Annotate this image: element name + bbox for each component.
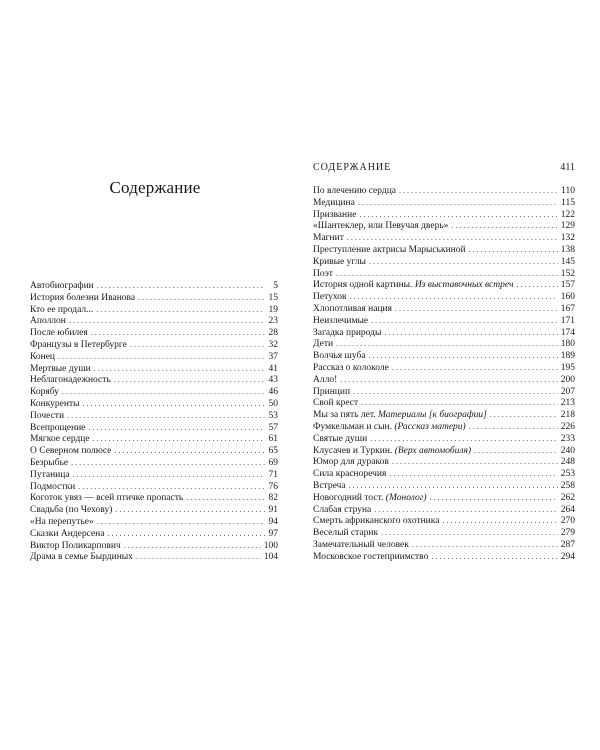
dot-leader [71, 457, 265, 469]
toc-entry-title [313, 410, 487, 422]
toc-entry-title-text: Юмор для дураков [313, 457, 389, 468]
toc-entry [30, 398, 278, 410]
toc-entry-title-text: Слабая струна [313, 504, 372, 515]
toc-entry-page: 174 [560, 327, 575, 338]
dot-leader [97, 280, 265, 292]
dot-leader [474, 445, 558, 457]
toc-entry-page: 65 [268, 446, 278, 457]
running-head [313, 162, 575, 173]
toc-entry-title-text: Свадьба (по Чехову) [30, 505, 113, 516]
toc-entry-subtitle: (Монолог) [385, 492, 427, 503]
dot-leader [88, 422, 265, 434]
dot-leader [349, 480, 558, 492]
toc-entry-title [313, 375, 337, 387]
toc-entry-title-text: Клусачев и Туркин. [313, 445, 395, 456]
toc-entry-page: 226 [560, 421, 575, 432]
toc-entry [30, 504, 278, 516]
toc-entry [313, 279, 575, 291]
toc-entry [313, 468, 575, 480]
toc-entry-title-text: Сказки Андерсена [30, 528, 105, 539]
toc-entry [313, 232, 575, 244]
dot-leader [369, 256, 558, 268]
toc-entry-title-text: После юбилея [30, 328, 88, 339]
toc-entry-title-text: Поэт [313, 268, 333, 279]
dot-leader [359, 209, 557, 221]
toc-entry-title-text: История болезни Иванова [30, 292, 136, 303]
toc-entry-title-text: Драма в семье Бырдиных [30, 552, 133, 563]
toc-entry-page: 287 [560, 539, 575, 550]
toc-entry-title-text: Веселый старик [313, 528, 379, 539]
toc-entry-title-text: «Шантеклер, или Певучая дверь» [313, 221, 449, 232]
dot-leader [370, 433, 558, 445]
toc-entry-title-text: Автобиографии [30, 281, 94, 291]
toc-entry-title-text: Сила красноречия [313, 469, 387, 480]
toc-entry-page: 50 [268, 398, 278, 409]
toc-entry-title-text: Алло! [313, 374, 338, 385]
toc-entry-page: 167 [560, 303, 575, 314]
toc-entry-title [313, 505, 371, 517]
toc-entry-title-text: Дети [313, 339, 334, 350]
dot-leader [114, 374, 265, 386]
toc-entry-subtitle: Из выставочных встреч [414, 280, 514, 291]
toc-entry [313, 350, 575, 362]
toc-entry-page: 19 [268, 304, 278, 315]
dot-leader [353, 386, 558, 398]
toc-entry-title [313, 552, 428, 564]
toc-entry [313, 421, 575, 433]
toc-entry-page: 218 [560, 410, 575, 421]
toc-entry [30, 410, 278, 422]
toc-entry-title [30, 328, 88, 340]
toc-entry-title [313, 210, 356, 222]
dot-leader [336, 268, 558, 280]
toc-entry-page: 160 [560, 292, 575, 303]
dot-leader [78, 481, 265, 493]
dot-leader [94, 363, 265, 375]
toc-entry-page: 294 [560, 551, 575, 562]
toc-entry [30, 363, 278, 375]
toc-entry-page: 258 [560, 480, 575, 491]
toc-entry-title [313, 339, 333, 351]
right-page [313, 0, 575, 750]
dot-leader [412, 539, 558, 551]
toc-entry [313, 197, 575, 209]
page-number: 411 [560, 162, 575, 173]
dot-leader [58, 351, 265, 363]
toc-entry-title [30, 316, 66, 328]
toc-entry-page: 157 [560, 280, 575, 291]
dot-leader [451, 220, 557, 232]
dot-leader [97, 516, 265, 528]
toc-entry-page: 233 [560, 433, 575, 444]
toc-entry-page: 248 [560, 457, 575, 468]
toc-entry-page: 264 [560, 504, 575, 515]
toc-entry-title-text: Подмостки [30, 481, 76, 492]
toc-entry-title-text: Замечательный человек [313, 539, 409, 550]
dot-leader [107, 528, 265, 540]
toc-entry-title [30, 411, 64, 423]
dot-leader [392, 456, 558, 468]
toc-entry [30, 339, 278, 351]
toc-entry [313, 433, 575, 445]
dot-leader [490, 409, 558, 421]
toc-entry [30, 481, 278, 493]
toc-entry-page: 41 [268, 363, 278, 374]
dot-leader [399, 185, 558, 197]
dot-leader [124, 540, 261, 552]
toc-entry-page: 171 [560, 315, 575, 326]
toc-entry [30, 492, 278, 504]
toc-entry [313, 445, 575, 457]
toc-entry-page: 104 [263, 552, 278, 563]
toc-entry [30, 304, 278, 316]
toc-entry-page: 15 [268, 292, 278, 303]
toc-entry [30, 351, 278, 363]
toc-entry [313, 397, 575, 409]
toc-entry-page: 262 [560, 492, 575, 503]
dot-leader [469, 421, 558, 433]
toc-entry-title-text: Корябу [30, 387, 59, 398]
toc-entry [30, 433, 278, 445]
toc-entry-title-text: Почести [30, 410, 65, 421]
toc-entry-page: 23 [268, 316, 278, 327]
toc-entry-page: 61 [268, 434, 278, 445]
toc-entry-title [30, 364, 91, 376]
dot-leader [138, 292, 265, 304]
toc-entry [313, 480, 575, 492]
toc-entry [30, 551, 278, 563]
left-page [30, 0, 280, 750]
dot-leader [369, 350, 558, 362]
toc-entry-page: 110 [561, 186, 575, 196]
toc-entry-title-text: О Северном полюсе [30, 446, 112, 457]
toc-entry-page: 28 [268, 328, 278, 339]
toc-entry-page: 97 [268, 528, 278, 539]
toc-entry-title [313, 269, 333, 281]
toc-entry [30, 280, 278, 292]
toc-entry-page: 37 [268, 351, 278, 362]
toc-entry-title-text: Загадка природы [313, 327, 382, 338]
dot-leader [395, 303, 558, 315]
dot-leader [389, 468, 557, 480]
toc-entry-page: 200 [560, 374, 575, 385]
toc-entry-title-text: История одной картины. [313, 280, 415, 291]
toc-entry-title-text: Кривые углы [313, 256, 366, 267]
toc-entry-page: 132 [560, 233, 575, 244]
dot-leader [73, 469, 265, 481]
toc-entry-page: 207 [560, 386, 575, 397]
toc-entry-title [313, 387, 350, 399]
toc-entry-title-text: Мы за пять лет. [313, 410, 379, 421]
toc-entry-title [313, 481, 346, 493]
toc-entry-title [30, 423, 85, 435]
toc-entry-title-text: Конкуренты [30, 398, 80, 409]
running-head-title: СОДЕРЖАНИЕ [313, 162, 392, 173]
toc-entry-title [313, 198, 355, 210]
toc-entry-page: 253 [560, 469, 575, 480]
toc-entry-title [30, 541, 121, 553]
toc-entry [30, 528, 278, 540]
toc-entry [30, 374, 278, 386]
toc-entry-title-text: Кто ее продал... [30, 304, 94, 315]
dot-leader [371, 315, 558, 327]
toc-entry-title-text: Безрыбье [30, 457, 69, 468]
toc-entry-title [313, 398, 358, 410]
toc-entry-page: 145 [560, 256, 575, 267]
toc-entry-page: 82 [268, 493, 278, 504]
dot-leader [374, 504, 558, 516]
toc-entry [313, 209, 575, 221]
toc-entry [313, 291, 575, 303]
toc-entry-page: 46 [268, 387, 278, 398]
toc-entry-title-text: Коготок увяз — всей птичке пропасть [30, 493, 184, 504]
toc-entry [313, 527, 575, 539]
toc-entry-title-text: Принцип [313, 386, 351, 397]
toc-entry-page: 189 [560, 351, 575, 362]
dot-leader [136, 551, 261, 563]
toc-entry [313, 374, 575, 386]
toc-list-right [313, 185, 575, 563]
toc-entry-title [30, 517, 94, 529]
toc-entry-title-text: Всепрощение [30, 422, 86, 433]
toc-entry [313, 515, 575, 527]
dot-leader [469, 244, 558, 256]
toc-entry [313, 244, 575, 256]
toc-entry [313, 362, 575, 374]
dot-leader [340, 374, 557, 386]
toc-entry-title [313, 434, 367, 446]
toc-entry-title [30, 470, 70, 482]
toc-entry-page: 69 [268, 457, 278, 468]
toc-entry-page: 43 [268, 375, 278, 386]
toc-entry [30, 540, 278, 552]
toc-entry-subtitle: Материалы [к биографии] [378, 410, 487, 421]
dot-leader [516, 279, 557, 291]
toc-entry-page: 240 [560, 445, 575, 456]
toc-entry-page: 195 [560, 362, 575, 373]
toc-entry-title-text: Рассказ о колоколе [313, 362, 389, 373]
toc-list-left [30, 280, 278, 563]
toc-entry-title [313, 351, 366, 363]
dot-leader [83, 398, 265, 410]
toc-entry-page: 57 [268, 422, 278, 433]
toc-entry-title [313, 528, 378, 540]
toc-entry [30, 445, 278, 457]
toc-entry-page: 270 [560, 516, 575, 527]
dot-leader [336, 338, 558, 350]
dot-leader [442, 515, 557, 527]
toc-entry-title-text: Конец [30, 351, 55, 362]
dot-leader [430, 492, 558, 504]
toc-entry-title-text: Мягкое сердце [30, 434, 90, 445]
toc-entry [30, 422, 278, 434]
toc-entry-title-text: По влечению сердца [313, 186, 397, 196]
toc-entry-page: 71 [268, 469, 278, 480]
toc-entry-page: 138 [560, 244, 575, 255]
toc-entry-title-text: Свой крест [313, 398, 359, 409]
toc-entry-title-text: Путаница [30, 469, 70, 480]
toc-entry-title-text: Неблагонадежность [30, 375, 111, 386]
toc-entry [30, 292, 278, 304]
toc-entry-page: 279 [560, 528, 575, 539]
toc-entry-page: 76 [268, 481, 278, 492]
toc-entry [30, 469, 278, 481]
dot-leader [392, 362, 558, 374]
toc-entry-title [313, 233, 344, 245]
dot-leader [93, 433, 265, 445]
toc-entry [313, 492, 575, 504]
toc-entry-title [313, 316, 368, 328]
toc-entry-page: 213 [560, 398, 575, 409]
toc-entry-title [30, 352, 55, 364]
dot-leader [186, 492, 265, 504]
toc-entry [313, 456, 575, 468]
toc-entry-page: 100 [263, 540, 278, 551]
toc-entry-title-text: Преступление актрисы Марыськиной [313, 244, 466, 255]
toc-entry-title-text: Французы в Петербурге [30, 339, 127, 350]
dot-leader [349, 291, 557, 303]
dot-leader [69, 315, 265, 327]
toc-entry-subtitle: (Рассказ матери) [394, 421, 466, 432]
toc-entry-page: 122 [560, 209, 575, 220]
toc-entry-title-text: Святые души [313, 433, 368, 444]
toc-entry-title-text: Магнит [313, 233, 344, 244]
toc-entry-title [30, 552, 133, 564]
toc-entry [313, 256, 575, 268]
toc-entry-title-text: Виктор Поликарпович [30, 540, 121, 551]
toc-entry-title-text: Фумкельман и сын. [313, 421, 395, 432]
dot-leader [361, 397, 558, 409]
toc-entry [313, 185, 575, 197]
toc-entry [313, 268, 575, 280]
toc-entry [313, 551, 575, 563]
toc-entry-title-text: Хлопотливая нация [313, 303, 392, 314]
dot-leader [431, 551, 557, 563]
toc-entry-title-text: Призвание [313, 209, 357, 220]
page-title: Содержание [109, 178, 201, 197]
dot-leader [62, 386, 265, 398]
dot-leader [91, 327, 265, 339]
toc-entry-title [30, 529, 104, 541]
toc-entry-title-text: Петухов [313, 292, 347, 303]
toc-entry-title-text: Смерть африканского охотника [313, 516, 440, 527]
toc-entry-title-text: «На перепутье» [30, 516, 94, 527]
toc-entry-title [30, 458, 68, 470]
dot-leader [114, 445, 265, 457]
toc-entry [313, 327, 575, 339]
toc-entry-page: 5 [273, 281, 278, 291]
toc-entry-page: 152 [560, 268, 575, 279]
toc-entry [30, 315, 278, 327]
toc-entry-page: 129 [560, 221, 575, 232]
toc-entry-title-text: Неизлечимые [313, 315, 369, 326]
toc-entry-title-text: Новогодний тост. [313, 492, 386, 503]
toc-entry-title-text: Мертвые души [30, 363, 91, 374]
dot-leader [384, 327, 557, 339]
dot-leader [347, 232, 558, 244]
dot-leader [115, 504, 265, 516]
toc-entry-page: 91 [268, 505, 278, 516]
toc-entry-subtitle: (Верх автомобиля) [394, 445, 472, 456]
dot-leader [96, 304, 265, 316]
toc-entry-page: 53 [268, 410, 278, 421]
toc-entry [30, 457, 278, 469]
dot-leader [358, 197, 558, 209]
toc-entry-page: 180 [560, 339, 575, 350]
toc-entry [313, 409, 575, 421]
toc-entry [313, 315, 575, 327]
toc-entry [30, 516, 278, 528]
toc-entry-title [30, 482, 75, 494]
toc-entry-page: 94 [268, 516, 278, 527]
toc-entry-title [30, 281, 94, 293]
toc-entry-title-text: Волчья шуба [313, 351, 366, 362]
toc-entry-title [30, 387, 59, 399]
toc-entry-page: 115 [561, 197, 575, 208]
toc-entry-title [30, 434, 90, 446]
toc-entry [30, 386, 278, 398]
toc-entry [313, 386, 575, 398]
toc-entry-title [313, 457, 389, 469]
dot-leader [381, 527, 558, 539]
toc-entry-title-text: Аполлон [30, 316, 66, 327]
dot-leader [67, 410, 265, 422]
toc-entry-page: 32 [268, 339, 278, 350]
toc-entry-title [313, 292, 346, 304]
toc-entry-title-text: Московское гостеприимство [313, 551, 429, 562]
toc-entry [313, 303, 575, 315]
dot-leader [130, 339, 265, 351]
toc-entry-title-text: Медицина [313, 197, 355, 208]
toc-entry [313, 338, 575, 350]
toc-entry [30, 327, 278, 339]
toc-entry [313, 220, 575, 232]
toc-entry-title [313, 540, 409, 552]
toc-entry [313, 504, 575, 516]
toc-entry [313, 539, 575, 551]
toc-entry-title-text: Встреча [313, 480, 346, 491]
